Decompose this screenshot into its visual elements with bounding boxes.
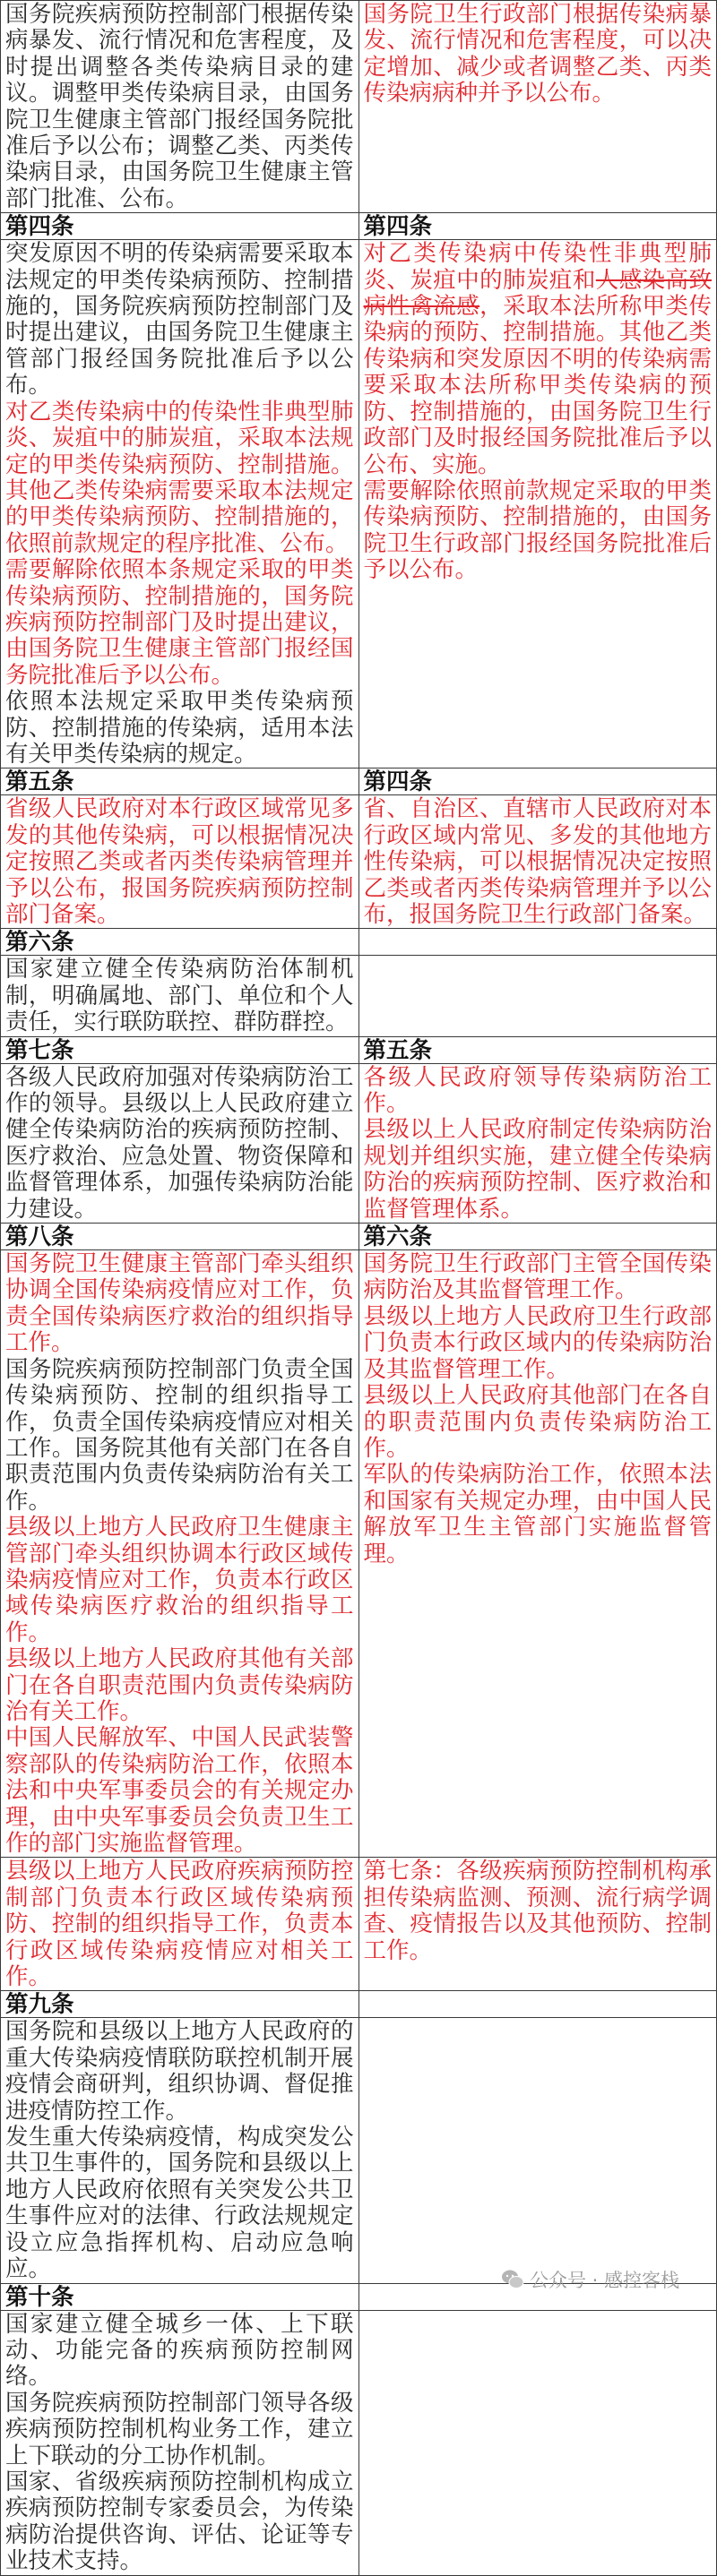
paragraph: 县级以上地方人民政府其他有关部门在各自职责范围内负责传染病防治有关工作。 (5, 1645, 354, 1725)
new-law-article-number: 第十条 (1, 2283, 359, 2310)
paragraph: 国务院卫生行政部门根据传染病暴发、流行情况和危害程度，可以决定增加、减少或者调整乙类、丙类传染病病种并予以公布。 (363, 1, 712, 107)
paragraph: 县级以上人民政府其他部门在各自的职责范围内负责传染病防治工作。 (363, 1382, 712, 1462)
article-header-row (1, 769, 717, 795)
article-content-row (1, 1858, 717, 1991)
paragraph: 县级以上地方人民政府卫生健康主管部门牵头组织协调本行政区域传染病疫情应对工作，负责本行政区域传染病医疗救治的组织指导工作。 (5, 1514, 354, 1646)
new-law-text-cell (1, 1063, 359, 1223)
new-law-text-cell (1, 2310, 359, 2575)
article-header-row (1, 1036, 717, 1063)
new-law-text-cell (1, 240, 359, 769)
article-content-row (1, 2310, 717, 2575)
old-law-article-number: 第五条 (358, 1036, 717, 1063)
paragraph: 需要解除依照本条规定采取的甲类传染病预防、控制措施的，国务院疾病预防控制部门及时提出建议，由国务院卫生健康主管部门报经国务院批准后予以公布。 (5, 556, 354, 689)
old-law-text-cell (358, 795, 717, 929)
watermark-text: 公众号 · 感控客栈 (529, 2270, 679, 2291)
article-header-row (1, 1991, 717, 2018)
text-segment: ，采取本法所称甲类传染病的预防、控制措施。其他乙类传染病和突发原因不明的传染病需要采取本法所称甲类传染病的预防、控制措施的，由国务院卫生行政部门及时报经国务院批准后予以公布、实施。 (363, 293, 712, 478)
new-law-article-number: 第八条 (1, 1224, 359, 1250)
article-content-row (1, 1063, 717, 1223)
new-law-text-cell (1, 1858, 359, 1991)
old-law-text-cell (358, 2310, 717, 2575)
paragraph: 国务院疾病预防控制部门负责全国传染病预防、控制的组织指导工作，负责全国传染病疫情应对相关工作。国务院其他有关部门在各自职责范围内负责传染病防治有关工作。 (5, 1355, 354, 1515)
paragraph: 国务院和县级以上地方人民政府的重大传染病疫情联防联控机制开展疫情会商研判，组织协调、督促推进疫情防控工作。 (5, 2018, 354, 2125)
paragraph: 国务院卫生健康主管部门牵头组织协调全国传染病疫情应对工作，负责全国传染病医疗救治的组织指导工作。 (5, 1250, 354, 1357)
old-law-text-cell (358, 240, 717, 769)
paragraph: 省、自治区、直辖市人民政府对本行政区域内常见、多发的其他地方性传染病，可以根据情况决定按照乙类或者丙类传染病管理并予以公布，报国务院卫生行政部门备案。 (363, 795, 712, 928)
new-law-article-number: 第九条 (1, 1991, 359, 2018)
article-header-row (1, 929, 717, 956)
new-law-text-cell (1, 956, 359, 1036)
paragraph (364, 241, 713, 478)
article-content-row (1, 1250, 717, 1858)
paragraph: 对乙类传染病中的传染性非典型肺炎、炭疽中的肺炭疽，采取本法规定的甲类传染病预防、控制措施。其他乙类传染病需要采取本法规定的甲类传染病预防、控制措施的，依照前款规定的程序批准、公布。 (5, 398, 354, 557)
paragraph: 依照本法规定采取甲类传染病预防、控制措施的传染病，适用本法有关甲类传染病的规定。 (5, 688, 354, 768)
paragraph: 国务院疾病预防控制部门领导各级疾病预防控制机构业务工作，建立上下联动的分工协作机制。 (5, 2389, 354, 2469)
old-law-article-number (358, 1991, 717, 2018)
old-law-text-cell (358, 1063, 717, 1223)
new-law-article-number: 第四条 (1, 213, 359, 240)
text-segment: 对乙类传染病中传染性非典型肺炎、炭疽中的肺炭疽和 (363, 240, 712, 294)
paragraph: 第七条：各级疾病预防控制机构承担传染病监测、预测、流行病学调查、疫情报告以及其他预防、控制工作。 (363, 1858, 712, 1964)
new-law-text-cell (1, 795, 359, 929)
old-law-article-number: 第六条 (358, 1224, 717, 1250)
new-law-article-number: 第六条 (1, 929, 359, 956)
paragraph: 需要解除依照前款规定采取的甲类传染病预防、控制措施的，由国务院卫生行政部门报经国务院批准后予以公布。 (363, 477, 712, 584)
old-law-text-cell (358, 1858, 717, 1991)
article-content-row (1, 240, 717, 769)
paragraph: 国家建立健全传染病防治体制机制，明确属地、部门、单位和个人责任，实行联防联控、群防群控。 (5, 956, 354, 1036)
new-law-article-number: 第五条 (1, 769, 359, 795)
article-header-row (1, 213, 717, 240)
new-law-text-cell (1, 2018, 359, 2283)
old-law-article-number: 第四条 (358, 769, 717, 795)
watermark (501, 2266, 679, 2293)
paragraph: 县级以上地方人民政府疾病预防控制部门负责本行政区域传染病预防、控制的组织指导工作，负责本行政区域传染病疫情应对相关工作。 (5, 1858, 354, 1991)
paragraph: 国务院疾病预防控制部门根据传染病暴发、流行情况和危害程度，及时提出调整各类传染病目录的建议。调整甲类传染病目录，由国务院卫生健康主管部门报经国务院批准后予以公布；调整乙类、丙类传染病目录，由国务院卫生健康主管部门批准、公布。 (5, 1, 354, 212)
deleted-text: 人感染高致病性禽流感 (363, 266, 712, 321)
old-law-article-number: 第四条 (358, 213, 717, 240)
article-content-row (1, 956, 717, 1036)
old-law-text-cell (358, 1, 717, 213)
paragraph: 各级人民政府领导传染病防治工作。 (363, 1063, 712, 1118)
paragraph: 突发原因不明的传染病需要采取本法规定的甲类传染病预防、控制措施的，国务院疾病预防控制部门及时提出建议，由国务院卫生健康主管部门报经国务院批准后予以公布。 (5, 240, 354, 399)
old-law-text-cell (358, 1250, 717, 1858)
old-law-text-cell (358, 2018, 717, 2283)
old-law-article-number (358, 929, 717, 956)
paragraph: 国务院卫生行政部门主管全国传染病防治及其监督管理工作。 (363, 1250, 712, 1304)
wechat-icon (501, 2269, 524, 2290)
new-law-article-number: 第七条 (1, 1036, 359, 1063)
article-content-row (1, 795, 717, 929)
paragraph: 县级以上人民政府制定传染病防治规划并组织实施，建立健全传染病防治的疾病预防控制、医疗救治和监督管理体系。 (363, 1116, 712, 1223)
paragraph: 县级以上地方人民政府卫生行政部门负责本行政区域内的传染病防治及其监督管理工作。 (363, 1302, 712, 1383)
article-content-row (1, 2018, 717, 2283)
new-law-text-cell (1, 1250, 359, 1858)
paragraph: 各级人民政府加强对传染病防治工作的领导。县级以上人民政府建立健全传染病防治的疾病预防控制、医疗救治、应急处置、物资保障和监督管理体系，加强传染病防治能力建设。 (5, 1063, 354, 1223)
old-law-text-cell (358, 956, 717, 1036)
paragraph: 军队的传染病防治工作，依照本法和国家有关规定办理，由中国人民解放军卫生主管部门实施监督管理。 (363, 1461, 712, 1567)
paragraph: 发生重大传染病疫情，构成突发公共卫生事件的，国务院和县级以上地方人民政府依照有关突发公共卫生事件应对的法律、行政法规规定设立应急指挥机构、启动应急响应。 (5, 2124, 354, 2283)
paragraph: 国家建立健全城乡一体、上下联动、功能完备的疾病预防控制网络。 (5, 2310, 354, 2391)
article-header-row (1, 1224, 717, 1250)
article-content-row (1, 1, 717, 213)
paragraph: 省级人民政府对本行政区域常见多发的其他传染病，可以根据情况决定按照乙类或者丙类传染病管理并予以公布，报国务院疾病预防控制部门备案。 (5, 795, 354, 928)
new-law-text-cell (1, 1, 359, 213)
paragraph: 国家、省级疾病预防控制机构成立疾病预防控制专家委员会，为传染病防治提供咨询、评估、论证等专业技术支持。 (5, 2468, 354, 2575)
paragraph: 中国人民解放军、中国人民武装警察部队的传染病防治工作，依照本法和中央军事委员会的有关规定办理，由中央军事委员会负责卫生工作的部门实施监督管理。 (5, 1724, 354, 1857)
